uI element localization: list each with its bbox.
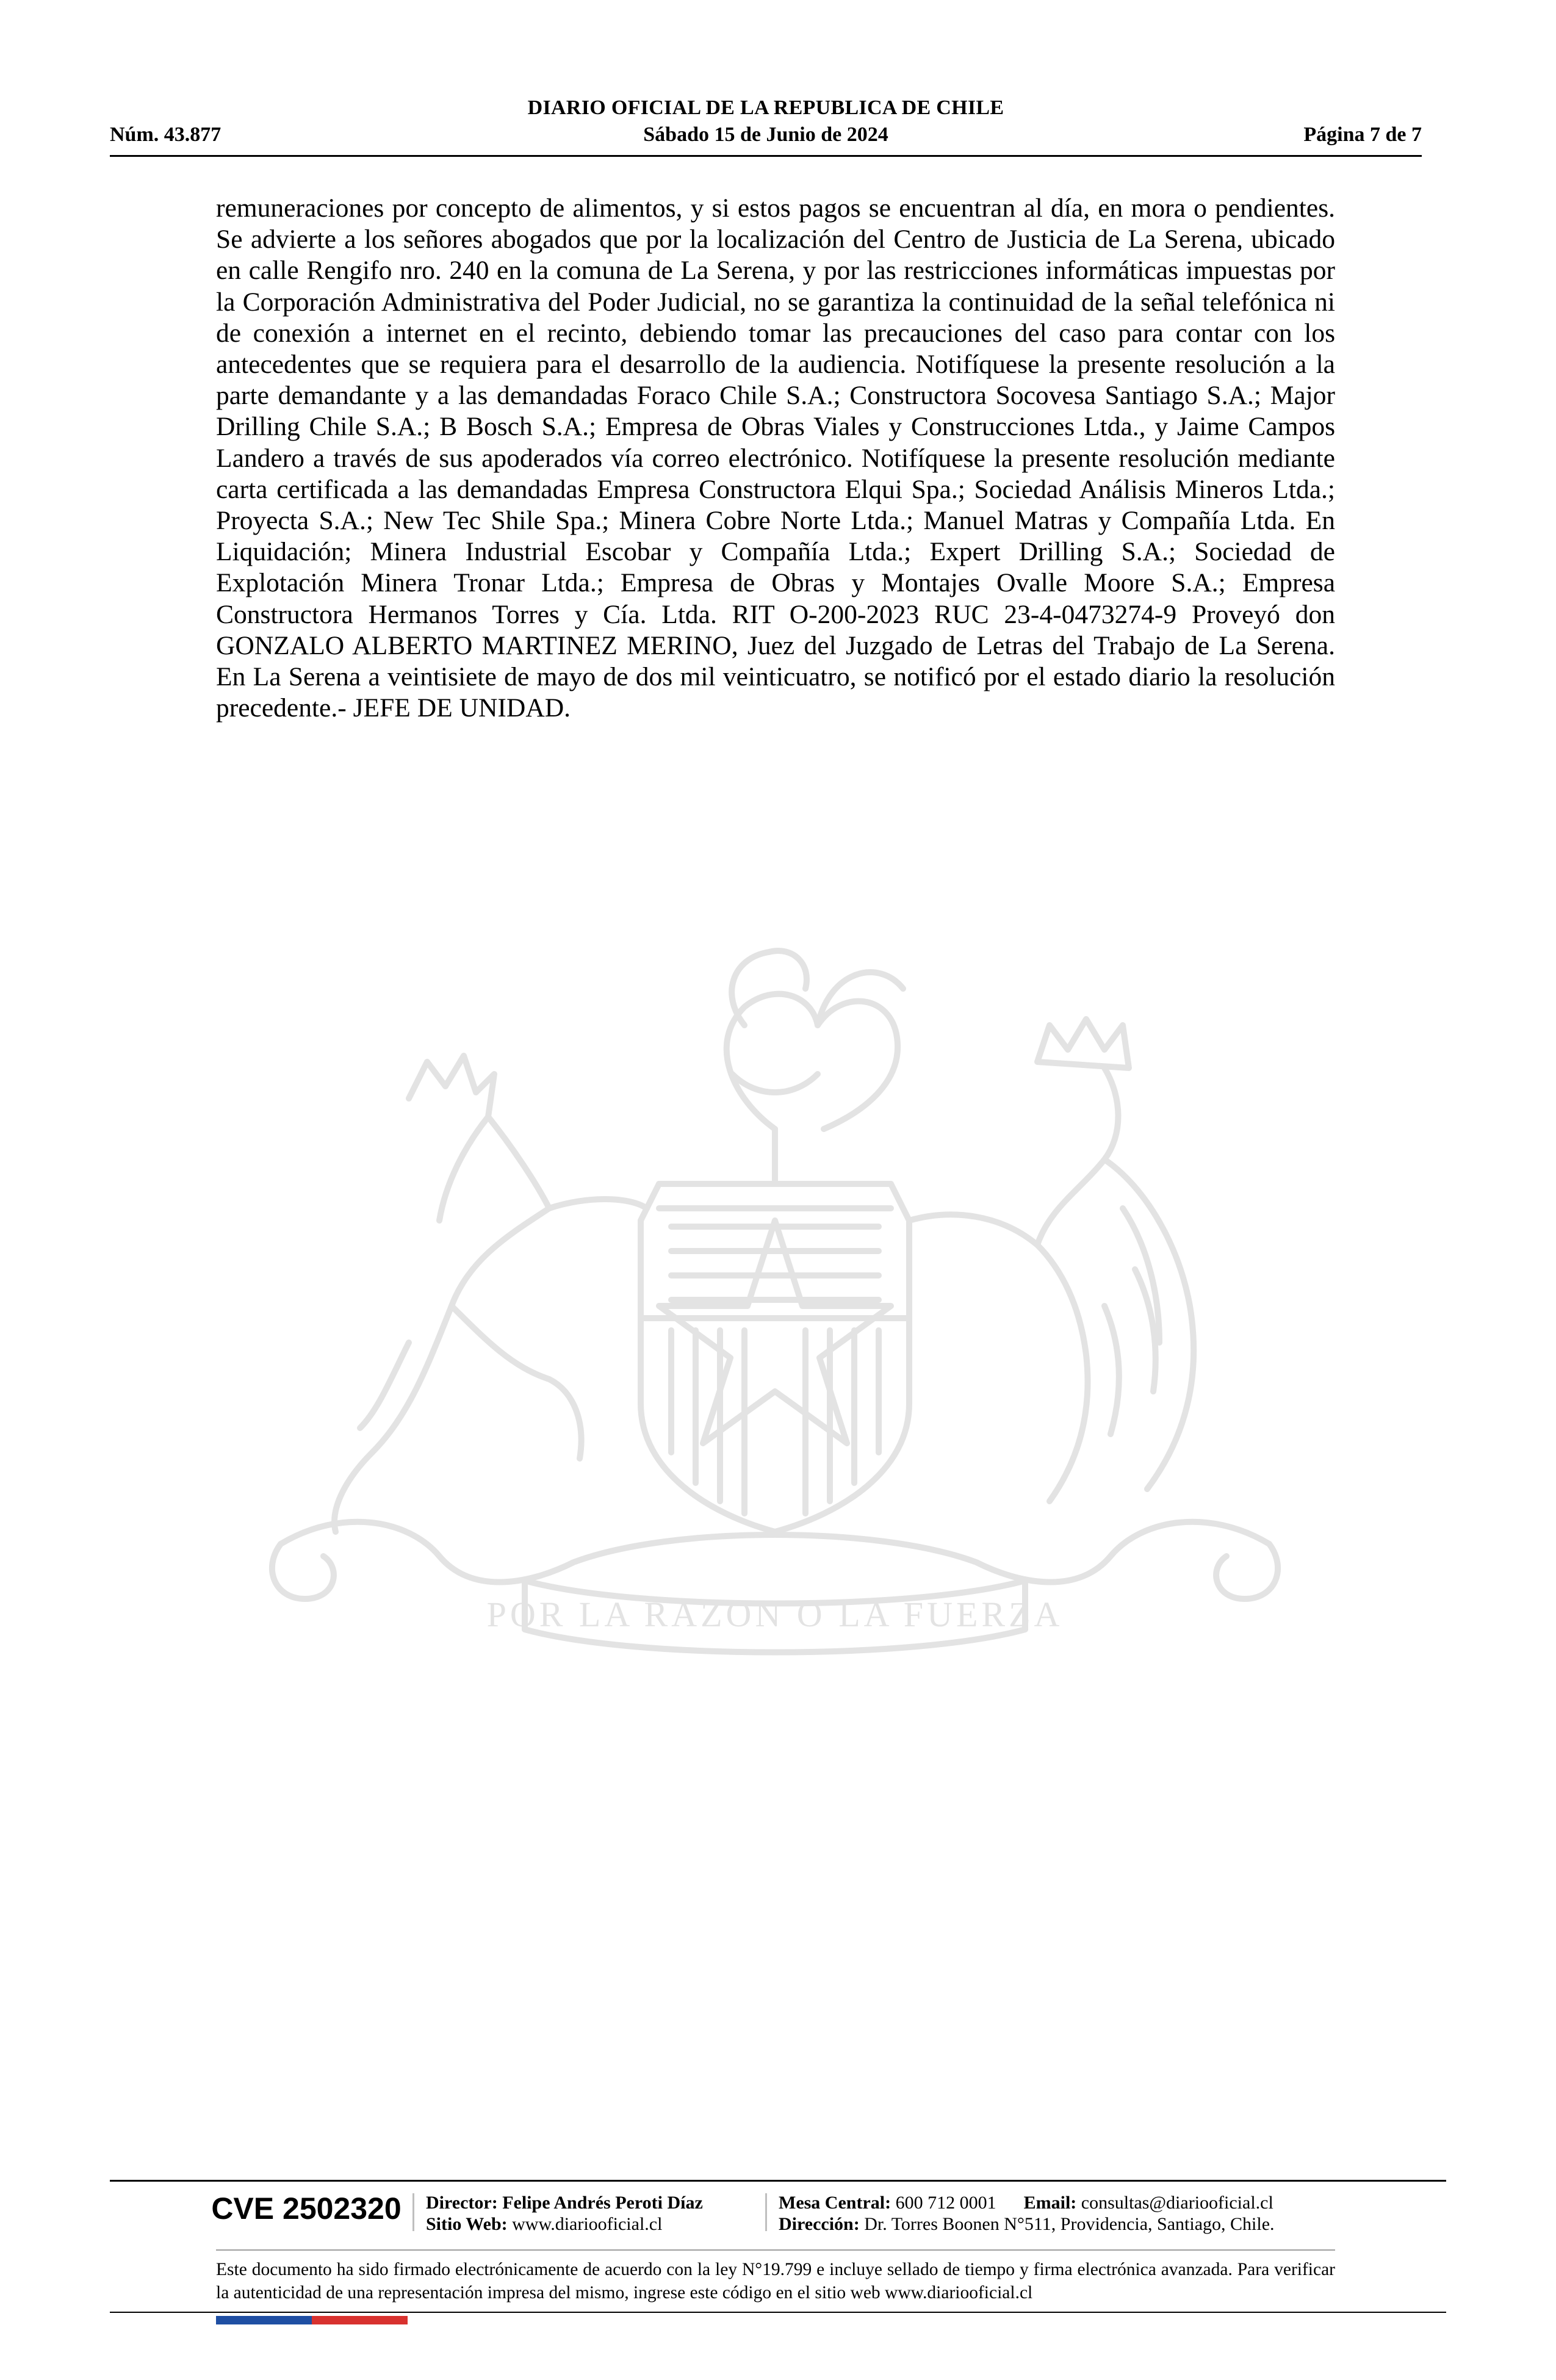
coat-of-arms-icon xyxy=(207,842,1342,1672)
footer-director-block xyxy=(426,2192,703,2235)
flag-red-segment xyxy=(312,2316,408,2324)
footer-bottom-divider xyxy=(110,2312,1446,2313)
issue-number: Núm. 43.877 xyxy=(110,123,222,146)
resolution-text: remuneraciones por concepto de alimentos, y si estos pagos se encuentran al día, en mora o pendientes. Se advierte a los señores abogados que por la localización del Centro de Justicia de La Serena, ubicado en calle Rengifo nro. 240 en la comuna de La Serena, y por las restricciones informáticas impuestas por la Corporación Administrativa del Poder Judicial, no se garantiza la continuidad de la señal telefónica ni de conexión a internet en el recinto, debiendo tomar las precauciones del caso para contar con los antecedentes que se requiera para el desarrollo de la audiencia. Notifíquese la presente resolución a la parte demandante y a las demandadas Foraco Chile S.A.; Constructora Socovesa Santiago S.A.; Major Drilling Chile S.A.; B Bosch S.A.; Empresa de Obras Viales y Construcciones Ltda., y Jaime Campos Landero a través de sus apoderados vía correo electrónico. Notifíquese la presente resolución mediante carta certificada a las demandadas Empresa Constructora Elqui Spa.; Sociedad Análisis Mineros Ltda.; Proyecta S.A.; New Tec Shile Spa.; Minera Cobre Norte Ltda.; Manuel Matras y Compañía Ltda. En Liquidación; Minera Industrial Escobar y Compañía Ltda.; Expert Drilling S.A.; Sociedad de Explotación Minera Tronar Ltda.; Empresa de Obras y Montajes Ovalle Moore S.A.; Empresa Constructora Hermanos Torres y Cía. Ltda. RIT O-200-2023 RUC 23-4-0473274-9 Proveyó don GONZALO ALBERTO MARTINEZ MERINO, Juez del Juzgado de Letras del Trabajo de La Serena. En La Serena a veintisiete de mayo de dos mil veinticuatro, se notificó por el estado diario la resolución precedente.- JEFE DE UNIDAD. xyxy=(216,193,1335,723)
flag-blue-segment xyxy=(216,2316,312,2324)
footer-separator xyxy=(412,2193,414,2231)
email-link[interactable]: consultas@diariooficial.cl xyxy=(1081,2193,1273,2213)
footer-separator xyxy=(765,2193,767,2231)
address-text: Dr. Torres Boonen N°511, Providencia, Santiago, Chile. xyxy=(864,2214,1275,2234)
website-label: Sitio Web: xyxy=(426,2214,508,2234)
cve-code: CVE 2502320 xyxy=(211,2191,402,2226)
director-name: Felipe Andrés Peroti Díaz xyxy=(502,2193,703,2213)
director-label: Director: xyxy=(426,2193,498,2213)
legal-notice: Este documento ha sido firmado electrónicamente de acuerdo con la ley N°19.799 e incluye sellado de tiempo y firma electrónica avanzada. Para verificar la autenticidad de una representación impresa del mismo, ingrese este código en el sitio web www.diariooficial.cl xyxy=(216,2260,1335,2302)
page-header xyxy=(110,92,1422,160)
phone-label: Mesa Central: xyxy=(779,2193,891,2213)
footer-top-divider xyxy=(110,2180,1446,2182)
header-divider xyxy=(110,155,1422,157)
phone-number: 600 712 0001 xyxy=(895,2193,996,2213)
issue-date: Sábado 15 de Junio de 2024 xyxy=(643,123,888,146)
publication-title: DIARIO OFICIAL DE LA REPUBLICA DE CHILE xyxy=(527,96,1004,119)
address-label: Dirección: xyxy=(779,2214,860,2234)
footer-mid-divider xyxy=(216,2249,1335,2251)
coat-of-arms-watermark xyxy=(207,842,1342,1672)
watermark-motto: POR LA RAZON O LA FUERZA xyxy=(486,1595,1064,1634)
page-number: Página 7 de 7 xyxy=(1303,123,1422,146)
flag-stripe xyxy=(216,2316,408,2324)
email-label: Email: xyxy=(1023,2193,1077,2213)
website-link[interactable]: www.diariooficial.cl xyxy=(512,2214,663,2234)
footer-contact-block xyxy=(779,2192,1275,2235)
